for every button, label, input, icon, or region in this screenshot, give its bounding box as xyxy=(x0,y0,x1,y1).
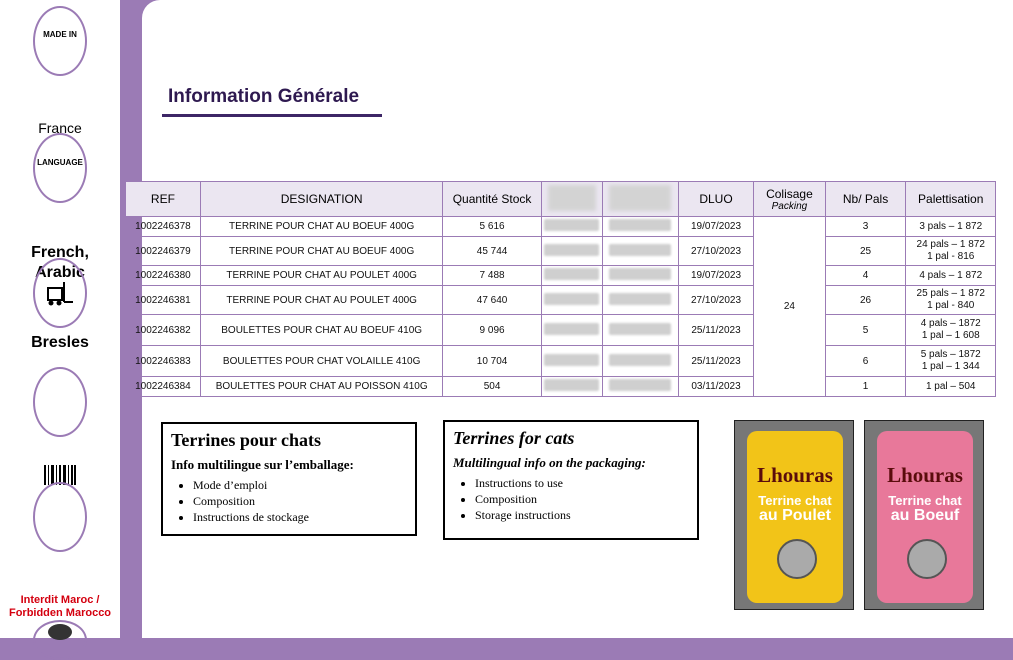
palettisation-line: 3 pals – 1 872 xyxy=(919,220,983,232)
sidebar xyxy=(0,0,120,638)
designation-cell: TERRINE POUR CHAT AU BOEUF 400G xyxy=(200,217,443,237)
box-fr-title: Terrines pour chats xyxy=(171,430,322,450)
language-label: LANGUAGE xyxy=(37,158,83,167)
palettisation-cell xyxy=(906,315,996,346)
box-en-item: • Instructions to use xyxy=(475,475,689,491)
ref-cell: 1002246382 xyxy=(126,315,201,346)
palettisation-line: 4 pals – 1 872 xyxy=(919,269,983,281)
can-label xyxy=(735,493,855,523)
dluo-cell: 19/07/2023 xyxy=(678,266,753,286)
palettisation-line: 1 pal – 1 344 xyxy=(921,361,980,372)
location-text: Bresles xyxy=(31,334,89,351)
header-dluo: DLUO xyxy=(678,182,753,217)
header-colisage xyxy=(754,182,825,217)
redacted-cell xyxy=(541,237,602,266)
can-brand: Lhouras xyxy=(757,463,833,487)
info-box-fr xyxy=(161,422,417,536)
dluo-cell: 25/11/2023 xyxy=(678,346,753,377)
ref-cell: 1002246381 xyxy=(126,286,201,315)
stock-cell: 7 488 xyxy=(443,266,541,286)
table-row xyxy=(126,286,996,315)
nb-pals-cell: 26 xyxy=(825,286,906,315)
languages-text: French, Arabic xyxy=(31,244,89,281)
header-redacted-2 xyxy=(602,182,678,217)
made-in-circle xyxy=(33,6,87,76)
stock-cell: 9 096 xyxy=(443,315,541,346)
made-in-label: MADE IN xyxy=(43,30,77,39)
can-brand: Lhouras xyxy=(887,463,963,487)
designation-cell: TERRINE POUR CHAT AU POULET 400G xyxy=(200,266,443,286)
header-redacted-1 xyxy=(541,182,602,217)
redacted-cell xyxy=(602,286,678,315)
redacted-cell xyxy=(602,377,678,397)
empty-circle xyxy=(33,367,87,437)
can-label-line2: au Boeuf xyxy=(890,507,960,524)
palettisation-line: 4 pals – 1872 xyxy=(920,318,981,329)
dluo-cell: 27/10/2023 xyxy=(678,286,753,315)
table-row xyxy=(126,237,996,266)
palettisation-line: 1 pal - 816 xyxy=(927,251,975,262)
palettisation-line: 5 pals – 1872 xyxy=(920,349,981,360)
table-row xyxy=(126,217,996,237)
redacted-cell xyxy=(541,266,602,286)
ref-cell: 1002246380 xyxy=(126,266,201,286)
palettisation-cell xyxy=(906,377,996,397)
country-text: France xyxy=(38,120,82,136)
dluo-cell: 03/11/2023 xyxy=(678,377,753,397)
dluo-cell: 19/07/2023 xyxy=(678,217,753,237)
box-en-item: • Composition xyxy=(475,491,689,507)
nb-pals-cell: 1 xyxy=(825,377,906,397)
redacted-cell xyxy=(602,346,678,377)
box-fr-item: • Mode d’emploi xyxy=(193,477,407,493)
redacted-cell xyxy=(541,377,602,397)
colisage-label: Colisage xyxy=(766,186,813,201)
stock-cell: 504 xyxy=(443,377,541,397)
designation-cell: BOULETTES POUR CHAT AU POISSON 410G xyxy=(200,377,443,397)
ref-cell: 1002246383 xyxy=(126,346,201,377)
product-image-poulet xyxy=(734,420,854,610)
forklift-icon xyxy=(44,280,74,306)
ref-cell: 1002246379 xyxy=(126,237,201,266)
palettisation-line: 1 pal – 504 xyxy=(925,380,976,392)
redacted-cell xyxy=(602,237,678,266)
page-title: Information Générale xyxy=(168,86,360,107)
can-seal-icon xyxy=(777,539,817,579)
header-palettisation: Palettisation xyxy=(906,182,996,217)
product-image-boeuf xyxy=(864,420,984,610)
designation-cell: TERRINE POUR CHAT AU POULET 400G xyxy=(200,286,443,315)
ref-cell: 1002246384 xyxy=(126,377,201,397)
nb-pals-cell: 6 xyxy=(825,346,906,377)
nb-pals-cell: 3 xyxy=(825,217,906,237)
can-label-line1: Terrine chat xyxy=(888,493,962,508)
title-underline xyxy=(162,114,382,117)
forbidden-warning: Interdit Maroc / Forbidden Marocco xyxy=(8,594,112,619)
redacted-cell xyxy=(541,315,602,346)
designation-cell: BOULETTES POUR CHAT AU BOEUF 410G xyxy=(200,315,443,346)
language-circle xyxy=(33,133,87,203)
palettisation-cell xyxy=(906,266,996,286)
box-fr-item: • Composition xyxy=(193,493,407,509)
redacted-cell xyxy=(602,217,678,237)
redacted-cell xyxy=(541,286,602,315)
palettisation-cell xyxy=(906,346,996,377)
dluo-cell: 27/10/2023 xyxy=(678,237,753,266)
palettisation-line: 1 pal – 1 608 xyxy=(921,330,980,341)
globe-icon xyxy=(46,622,74,638)
info-box-en xyxy=(443,420,699,540)
dluo-cell: 25/11/2023 xyxy=(678,315,753,346)
barcode-circle xyxy=(33,482,87,552)
redacted-cell xyxy=(541,346,602,377)
palettisation-cell xyxy=(906,217,996,237)
table-header-row xyxy=(126,182,996,217)
box-fr-subtitle: Info multilingue sur l’emballage: xyxy=(171,457,354,472)
palettisation-cell xyxy=(906,237,996,266)
designation-cell: TERRINE POUR CHAT AU BOEUF 400G xyxy=(200,237,443,266)
table-row xyxy=(126,266,996,286)
box-en-subtitle: Multilingual info on the packaging: xyxy=(453,455,646,470)
table-row xyxy=(126,377,996,397)
can-label-line2: au Poulet xyxy=(758,507,831,524)
header-designation: DESIGNATION xyxy=(200,182,443,217)
nb-pals-cell: 4 xyxy=(825,266,906,286)
header-stock: Quantité Stock xyxy=(443,182,541,217)
main-panel xyxy=(135,0,1013,638)
designation-cell: BOULETTES POUR CHAT VOLAILLE 410G xyxy=(200,346,443,377)
palettisation-line: 24 pals – 1 872 xyxy=(916,239,985,250)
palettisation-line: 25 pals – 1 872 xyxy=(916,288,985,299)
header-ref: REF xyxy=(126,182,201,217)
nb-pals-cell: 5 xyxy=(825,315,906,346)
palettisation-line: 1 pal - 840 xyxy=(927,300,975,311)
redacted-cell xyxy=(541,217,602,237)
colisage-cell: 24 xyxy=(754,217,825,397)
stock-cell: 5 616 xyxy=(443,217,541,237)
can-seal-icon xyxy=(907,539,947,579)
redacted-cell xyxy=(602,266,678,286)
palettisation-cell xyxy=(906,286,996,315)
header-nb-pals: Nb/ Pals xyxy=(825,182,906,217)
packing-label: Packing xyxy=(771,200,808,212)
box-en-item: • Storage instructions xyxy=(475,507,689,523)
table-row xyxy=(126,315,996,346)
nb-pals-cell: 25 xyxy=(825,237,906,266)
table-row xyxy=(126,346,996,377)
ref-cell: 1002246378 xyxy=(126,217,201,237)
stock-table xyxy=(125,181,996,397)
box-fr-item: • Instructions de stockage xyxy=(193,509,407,525)
redacted-cell xyxy=(602,315,678,346)
box-en-title: Terrines for cats xyxy=(453,428,575,448)
can-label-line1: Terrine chat xyxy=(758,493,832,508)
stock-cell: 45 744 xyxy=(443,237,541,266)
stock-cell: 47 640 xyxy=(443,286,541,315)
stock-cell: 10 704 xyxy=(443,346,541,377)
can-label xyxy=(865,493,985,523)
